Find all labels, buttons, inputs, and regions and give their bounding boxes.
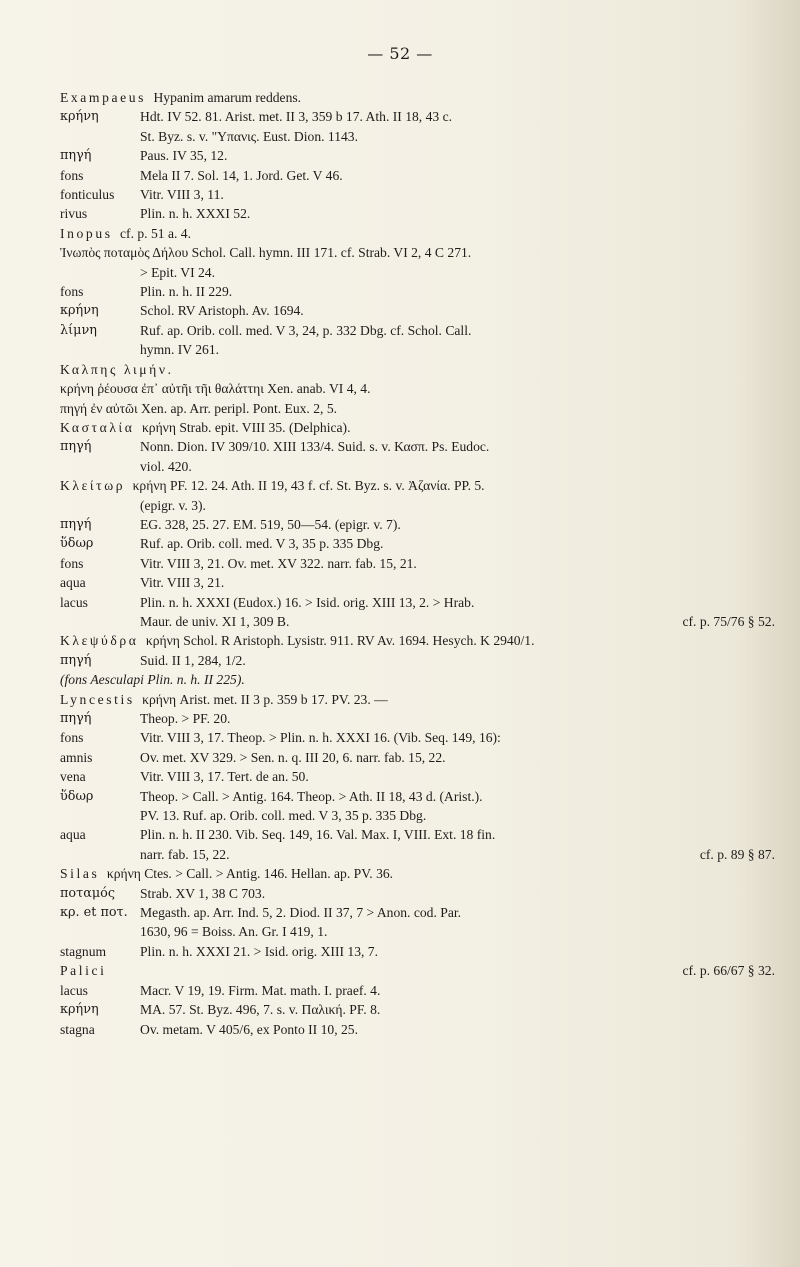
entry-text: Megasth. ap. Arr. Ind. 5, 2. Diod. II 37, 7 > Anon. cod. Par. — [140, 905, 462, 921]
entry-text: Plin. n. h. II 229. — [140, 284, 233, 300]
entry-line — [60, 728, 775, 747]
entry-label: πηγή — [60, 148, 92, 164]
entry-text: Ov. metam. V 405/6, ex Ponto II 10, 25. — [140, 1021, 358, 1037]
entry-label: lacus — [60, 982, 88, 998]
page-number: — 52 — — [367, 44, 433, 63]
entry-heading — [60, 864, 775, 883]
entry-label: lacus — [60, 594, 88, 610]
entry-text: Strab. XV 1, 38 C 703. — [140, 885, 266, 901]
entry-line — [60, 767, 775, 786]
cross-reference: cf. p. 75/76 § 52. — [682, 613, 775, 629]
entry-text: Theop. > PF. 20. — [140, 711, 231, 726]
entry-text: Schol. RV Aristoph. Av. 1694. — [140, 303, 304, 319]
entry-text: Maur. de univ. XI 1, 309 B. — [140, 613, 290, 629]
cross-reference: cf. p. 66/67 § 32. — [682, 963, 775, 979]
entry-text: Vitr. VIII 3, 21. Ov. met. XV 322. narr. fab. 15, 21. — [140, 555, 417, 571]
entry-text: Paus. IV 35, 12. — [140, 148, 228, 164]
entry-label: fons — [60, 167, 84, 183]
entry-heading — [60, 224, 775, 243]
entry-line — [60, 554, 775, 573]
entry-heading — [60, 631, 775, 650]
entry-label: ποταμός — [60, 885, 116, 901]
entry-line — [60, 437, 775, 456]
entry-label: πηγή — [60, 516, 92, 532]
entry-text: κρήνη Arist. met. II 3 p. 359 b 17. PV. 23. — — [142, 691, 388, 707]
entry-text: (epigr. v. 3). — [140, 497, 206, 513]
entry-label: aqua — [60, 575, 86, 591]
entry-text: Plin. n. h. XXXI (Eudox.) 16. > Isid. orig. XIII 13, 2. > Hrab. — [140, 594, 475, 610]
entry-name: Silas — [60, 866, 100, 882]
entry-line — [60, 651, 775, 670]
entry-line — [60, 534, 775, 553]
entry-text: Ἰνωπὸς ποταμὸς Δήλου Schol. Call. hymn. III 171. cf. Strab. VI 2, 4 C 271. — [60, 245, 472, 261]
entry-line — [60, 942, 775, 961]
entry-line — [60, 1020, 775, 1039]
entry-line — [60, 1000, 775, 1019]
entry-line — [60, 301, 775, 320]
entry-text: κρήνη PF. 12. 24. Ath. II 19, 43 f. cf. St. Byz. s. v. Ἀζανία. PP. 5. — [132, 478, 485, 494]
entry-name: Lyncestis — [60, 691, 135, 707]
entry-text: 1630, 96 = Boiss. An. Gr. I 419, 1. — [140, 924, 328, 940]
entry-label: ὕδωρ — [60, 536, 94, 552]
entry-line — [60, 903, 775, 922]
entry-text: > Epit. VI 24. — [140, 264, 216, 280]
entry-text: κρήνη Ctes. > Call. > Antig. 146. Hellan. ap. PV. 36. — [106, 866, 394, 882]
entry-line — [60, 515, 775, 534]
entry-label: πηγή — [60, 652, 92, 668]
entry-label: πηγή — [60, 439, 92, 455]
entry-line — [60, 748, 775, 767]
entry-text: St. Byz. s. v. "Υπανις. Eust. Dion. 1143. — [140, 128, 358, 144]
entry-text: Ruf. ap. Orib. coll. med. V 3, 35 p. 335 Dbg. — [140, 536, 384, 552]
entry-text: Macr. V 19, 19. Firm. Mat. math. I. praef. 4. — [140, 982, 381, 998]
entry-label: fons — [60, 730, 84, 746]
entry-line — [60, 787, 775, 806]
entry-text: Ruf. ap. Orib. coll. med. V 3, 24, p. 332 Dbg. cf. Schol. Call. — [140, 322, 472, 338]
entry-name: Καλπης λιμήν. — [60, 361, 174, 377]
entry-heading — [60, 476, 775, 495]
entry-text: Vitr. VIII 3, 11. — [140, 187, 224, 203]
entry-label: κρήνη — [60, 1002, 99, 1018]
entry-line — [60, 282, 775, 301]
entry-text: Hypanim amarum reddens. — [153, 90, 302, 105]
entry-text: MA. 57. St. Byz. 496, 7. s. v. Παλική. PF. 8. — [140, 1002, 381, 1018]
entry-label: κρ. et ποτ. — [60, 905, 128, 921]
entry-line — [60, 204, 775, 223]
continuation-line — [60, 127, 775, 146]
continuation-line — [60, 922, 775, 941]
entry-name: Κλεψύδρα — [60, 633, 139, 649]
entry-line — [60, 981, 775, 1000]
continuation-line — [60, 457, 775, 476]
entry-text: Nonn. Dion. IV 309/10. XIII 133/4. Suid. s. v. Κασπ. Ps. Eudoc. — [140, 439, 490, 455]
entry-label: κρήνη — [60, 109, 99, 125]
entry-text: Plin. n. h. II 230. Vib. Seq. 149, 16. Val. Max. I, VIII. Ext. 18 fin. — [140, 827, 496, 843]
entry-text: κρήνη Strab. epit. VIII 35. (Delphica). — [141, 419, 351, 435]
entry-label: πηγή — [60, 711, 92, 726]
entry-label: vena — [60, 769, 86, 785]
entry-label: amnis — [60, 749, 93, 765]
entry-text: Vitr. VIII 3, 21. — [140, 575, 225, 591]
entry-line — [60, 166, 775, 185]
continuation-line — [60, 845, 775, 864]
entry-text: Theop. > Call. > Antig. 164. Theop. > Ath. II 18, 43 d. (Arist.). — [140, 788, 483, 804]
entry-label: aqua — [60, 827, 86, 843]
entry-line — [60, 593, 775, 612]
entry-text: Plin. n. h. XXXI 52. — [140, 206, 251, 222]
entry-line — [60, 709, 775, 728]
entry-text: Hdt. IV 52. 81. Arist. met. II 3, 359 b 17. Ath. II 18, 43 c. — [140, 109, 453, 125]
entry-line — [60, 321, 775, 340]
entry-line — [60, 825, 775, 844]
entry-text: Vitr. VIII 3, 17. Theop. > Plin. n. h. XXXI 16. (Vib. Seq. 149, 16): — [140, 730, 501, 746]
entry-heading — [60, 418, 775, 437]
entry-text: PV. 13. Ruf. ap. Orib. coll. med. V 3, 35 p. 335 Dbg. — [140, 808, 427, 824]
entry-text: hymn. IV 261. — [140, 342, 220, 358]
continuation-line — [60, 806, 775, 825]
entry-line — [60, 399, 775, 418]
entry-text: κρήνη ῥέουσα ἐπ᾽ αὐτῆι τῆι θαλάττηι Xen. anab. VI 4, 4. — [60, 381, 371, 397]
entry-label: rivus — [60, 206, 88, 222]
note-line — [60, 670, 775, 689]
entry-line — [60, 884, 775, 903]
entry-name: Κλείτωρ — [60, 478, 126, 494]
entry-label: κρήνη — [60, 303, 99, 319]
entry-label: λίμνη — [60, 322, 97, 338]
continuation-line — [60, 340, 775, 359]
entry-heading — [60, 88, 775, 107]
entry-text: κρήνη Schol. R Aristoph. Lysistr. 911. RV Av. 1694. Hesych. K 2940/1. — [145, 633, 535, 649]
entry-label: stagna — [60, 1021, 95, 1037]
entry-line — [60, 107, 775, 126]
entry-name: Κασταλία — [60, 419, 135, 435]
entry-text: Mela II 7. Sol. 14, 1. Jord. Get. V 46. — [140, 167, 343, 183]
entry-name: Inopus — [60, 225, 113, 241]
continuation-line — [60, 263, 775, 282]
continuation-line — [60, 612, 775, 631]
entry-label: fonticulus — [60, 187, 115, 203]
entry-label: stagnum — [60, 943, 107, 959]
entry-text: cf. p. 51 a. 4. — [120, 225, 191, 241]
note-text: (fons Aesculapi Plin. n. h. II 225). — [60, 672, 245, 688]
entry-text: Suid. II 1, 284, 1/2. — [140, 652, 246, 668]
entry-name: Exampaeus — [60, 90, 147, 105]
entry-label: fons — [60, 284, 84, 300]
entry-text: πηγή ἐν αὐτῶι Xen. ap. Arr. peripl. Pont. Eux. 2, 5. — [60, 400, 338, 416]
entry-text: narr. fab. 15, 22. — [140, 846, 230, 862]
entry-heading — [60, 360, 775, 379]
entry-line — [60, 146, 775, 165]
entry-text: viol. 420. — [140, 458, 192, 474]
entry-text: Plin. n. h. XXXI 21. > Isid. orig. XIII 13, 7. — [140, 943, 378, 959]
entry-line — [60, 185, 775, 204]
entry-name: Palici — [60, 963, 107, 979]
continuation-line — [60, 496, 775, 515]
entry-line — [60, 243, 775, 262]
entry-line — [60, 379, 775, 398]
entry-text: EG. 328, 25. 27. EM. 519, 50—54. (epigr. v. 7). — [140, 516, 401, 532]
entry-heading — [60, 961, 775, 980]
entry-text: Vitr. VIII 3, 17. Tert. de an. 50. — [140, 769, 309, 785]
entry-text: Ov. met. XV 329. > Sen. n. q. III 20, 6. narr. fab. 15, 22. — [140, 749, 446, 765]
entry-label: ὕδωρ — [60, 788, 94, 804]
entry-heading — [60, 690, 775, 709]
cross-reference: cf. p. 89 § 87. — [699, 846, 775, 862]
entry-label: fons — [60, 555, 84, 571]
entry-line — [60, 573, 775, 592]
entry-list — [60, 88, 775, 1039]
